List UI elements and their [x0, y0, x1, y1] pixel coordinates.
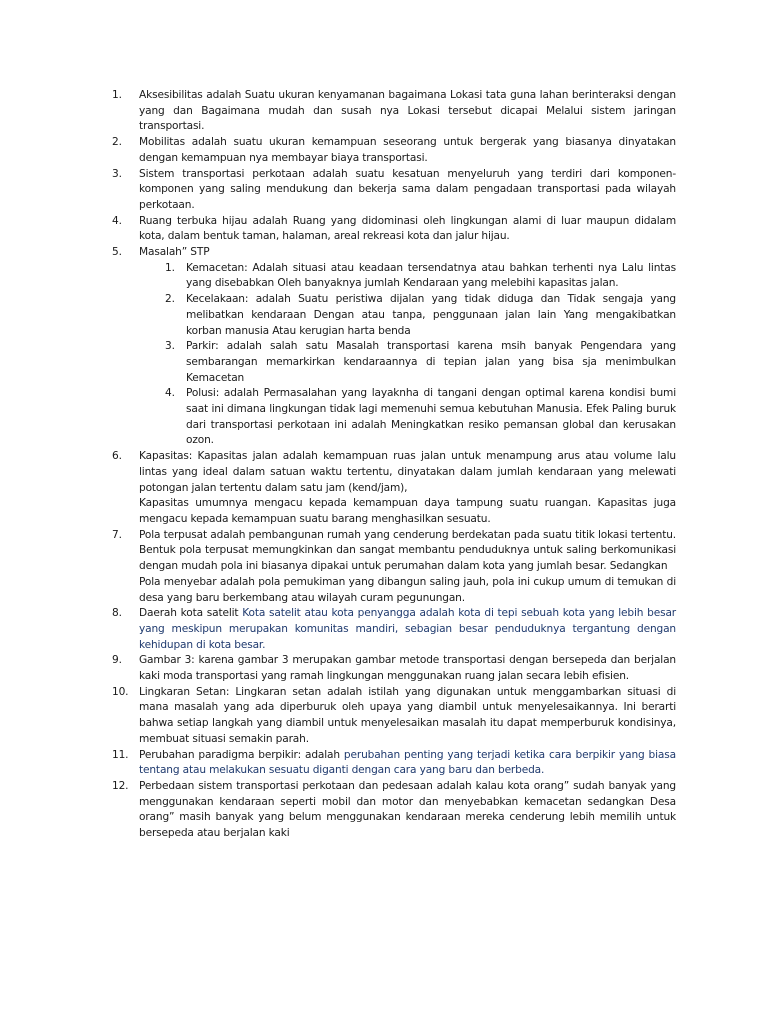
- sub-list-item: [165, 292, 676, 339]
- list-item: [112, 167, 676, 214]
- list-item: [112, 88, 676, 135]
- sub-list-item: [165, 261, 676, 292]
- sub-item-text: Kecelakaan: adalah Suatu peristiwa dijalan yang tidak diduga dan Tidak sengaja yang melibatkan kendaraan Dengan atau tanpa, penggunaan jalan lain Yang mengakibatkan korban manusia Atau kerugian harta benda: [186, 293, 676, 337]
- item-text: Ruang terbuka hijau adalah Ruang yang didominasi oleh lingkungan alami di luar maupun didalam kota, dalam bentuk taman, halaman, areal rekreasi kota dan jalur hijau.: [139, 214, 676, 243]
- item-number: 2.: [112, 136, 122, 149]
- item-text: Perbedaan sistem transportasi perkotaan dan pedesaan adalah kalau kota orang” sudah banyak yang menggunakan kendaraan seperti mobil dan motor dan menyebabkan kemacetan sedangkan Desa orang” masih banyak yang belum menggunakan kendaraan mereka cenderung lebih memilih untuk bersepeda atau berjalan kaki: [139, 779, 676, 840]
- item-number: 12.: [112, 779, 129, 792]
- item-number: 7.: [112, 528, 122, 541]
- item-text: Masalah” STP: [139, 246, 210, 259]
- list-item: [112, 449, 676, 528]
- sub-item-text: Kemacetan: Adalah situasi atau keadaan tersendatnya atau bahkan terhenti nya Lalu lintas yang disebabkan Oleh banyaknya jumlah Kendaraan yang melebihi kapasitas jalan.: [186, 261, 676, 290]
- item-number: 8.: [112, 607, 122, 620]
- sub-list-item: [165, 386, 676, 449]
- list-item: [112, 606, 676, 653]
- list-item: [112, 779, 676, 842]
- item-text: Sistem transportasi perkotaan adalah suatu kesatuan menyeluruh yang terdiri dari komponen-komponen yang saling mendukung dan bekerja sama dalam pengadaan transportasi pada wilayah perkotaan.: [139, 167, 676, 211]
- item-continuation-text: Kapasitas umumnya mengacu kepada kemampuan daya tampung suatu ruangan. Kapasitas juga mengacu kepada kemampuan suatu barang menghasilkan sesuatu.: [139, 497, 676, 525]
- item-text: perubahan penting yang terjadi ketika cara berpikir yang biasa tentang atau melakukan sesuatu diganti dengan cara yang baru dan berbeda.: [139, 748, 676, 777]
- item-text: Pola terpusat adalah pembangunan rumah yang cenderung berdekatan pada suatu titik lokasi tertentu. Bentuk pola terpusat memungkinkan dan sangat membantu penduduknya untuk saling berkomunikasi dengan mudah pola ini biasanya dipakai untuk perumahan dalam kota yang jumlah besar. Sedangkan: [139, 528, 676, 573]
- sub-item-number: 1.: [165, 261, 175, 274]
- list-item: [112, 528, 676, 607]
- sub-item-number: 3.: [165, 340, 175, 353]
- item-text: Kapasitas: Kapasitas jalan adalah kemampuan ruas jalan untuk menampung arus atau volume lalu lintas yang ideal dalam satuan waktu tertentu, dinyatakan dalam jumlah kendaraan yang melewati potongan jalan tertentu dalam satu jam (kend/jam),: [139, 450, 676, 494]
- sub-item-number: 2.: [165, 293, 175, 306]
- list-item: [112, 685, 676, 748]
- list-item: [112, 245, 676, 449]
- item-continuation-text: Pola menyebar adalah pola pemukiman yang dibangun saling jauh, pola ini cukup umum di temukan di desa yang baru berkembang atau wilayah curam pegunungan.: [139, 575, 676, 604]
- numbered-list: [112, 88, 676, 842]
- list-item: [112, 748, 676, 779]
- item-lead-text: Perubahan paradigma berpikir: adalah: [139, 748, 344, 761]
- item-number: 10.: [112, 685, 129, 698]
- item-number: 3.: [112, 167, 122, 180]
- sub-item-text: Polusi: adalah Permasalahan yang layaknha di tangani dengan optimal karena kondisi bumi saat ini dimana lingkungan tidak lagi memenuhi semua kebutuhan Manusia. Efek Paling buruk dari transportasi perkotaan ini adalah Meningkatkan resiko pemansan global dan kerusakan ozon.: [186, 387, 676, 447]
- sub-list-item: [165, 339, 676, 386]
- sub-item-text: Parkir: adalah salah satu Masalah transportasi karena msih banyak Pengendara yang sembarangan memarkirkan kendaraannya di tepian jalan yang bisa sja menimbulkan Kemacetan: [186, 340, 676, 384]
- item-number: 9.: [112, 654, 122, 667]
- item-number: 4.: [112, 214, 122, 227]
- sub-item-number: 4.: [165, 387, 175, 400]
- item-number: 5.: [112, 246, 122, 259]
- item-text: Aksesibilitas adalah Suatu ukuran kenyamanan bagaimana Lokasi tata guna lahan berinteraksi dengan yang dan Bagaimana mudah dan susah nya Lokasi tersebut dicapai Melalui sistem jaringan transportasi.: [139, 89, 676, 133]
- list-item: [112, 214, 676, 245]
- item-number: 1.: [112, 89, 122, 101]
- item-number: 11.: [112, 748, 129, 761]
- list-item: [112, 135, 676, 166]
- item-text: Kota satelit atau kota penyangga adalah kota di tepi sebuah kota yang lebih besar yang meskipun merupakan komunitas mandiri, sebagian besar penduduknya tergantung dengan kehidupan di kota besar.: [139, 607, 676, 651]
- item-number: 6.: [112, 450, 122, 463]
- sub-list: [165, 261, 676, 449]
- item-text: Lingkaran Setan: Lingkaran setan adalah istilah yang digunakan untuk menggambarkan situasi di mana masalah yang ada diperburuk oleh upaya yang diambil untuk menyelesaikannya. Ini berarti bahwa setiap langkah yang diambil untuk menyelesaikan masalah itu dapat memperburuk kondisinya, membuat situasi semakin parah.: [139, 685, 676, 745]
- item-text: Gambar 3: karena gambar 3 merupakan gambar metode transportasi dengan bersepeda dan berjalan kaki moda transportasi yang ramah lingkungan menggunakan ruang jalan secara lebih efisien.: [139, 654, 676, 683]
- item-text: Mobilitas adalah suatu ukuran kemampuan seseorang untuk bergerak yang biasanya dinyatakan dengan kemampuan nya membayar biaya transportasi.: [139, 136, 676, 164]
- item-lead-text: Daerah kota satelit: [139, 607, 243, 620]
- list-item: [112, 653, 676, 684]
